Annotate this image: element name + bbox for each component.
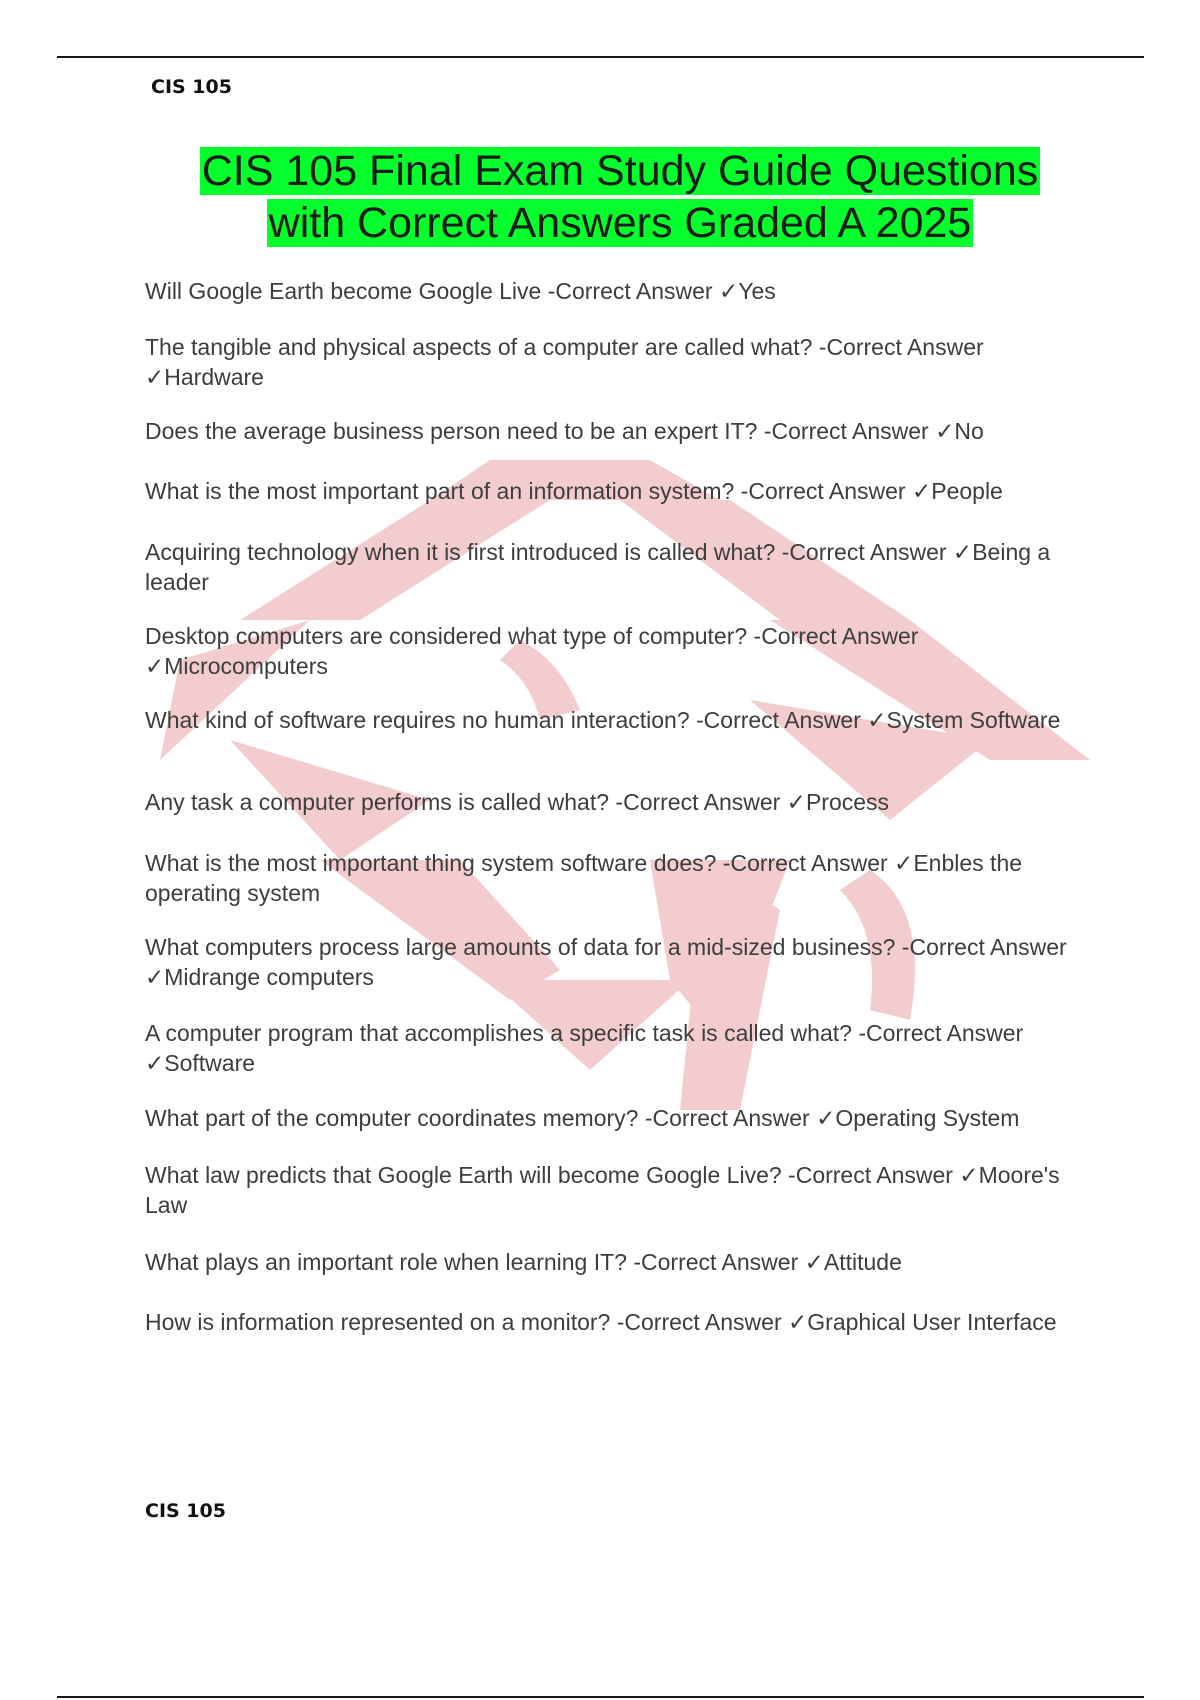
- bottom-rule: [57, 1696, 1144, 1698]
- qa-item: Will Google Earth become Google Live -Correct Answer ✓Yes: [145, 278, 776, 304]
- title-line-1: CIS 105 Final Exam Study Guide Questions: [201, 147, 1039, 195]
- qa-item: What part of the computer coordinates memory? -Correct Answer ✓Operating System: [145, 1105, 1020, 1131]
- footer-label: CIS 105: [145, 1500, 226, 1522]
- qa-item: Acquiring technology when it is first introduced is called what? -Correct Answer ✓Being a leader: [145, 539, 1051, 595]
- title-line-2: with Correct Answers Graded A 2025: [268, 199, 972, 247]
- qa-item: What plays an important role when learning IT? -Correct Answer ✓Attitude: [145, 1249, 902, 1275]
- qa-item: What is the most important thing system software does? -Correct Answer ✓Enbles the operating system: [145, 850, 1023, 906]
- qa-item: A computer program that accomplishes a specific task is called what? -Correct Answer ✓Software: [145, 1020, 1024, 1076]
- qa-item: What is the most important part of an information system? -Correct Answer ✓People: [145, 478, 1003, 504]
- header-label: CIS 105: [151, 76, 232, 98]
- qa-item: Any task a computer performs is called what? -Correct Answer ✓Process: [145, 789, 890, 815]
- qa-item: What computers process large amounts of data for a mid-sized business? -Correct Answer ✓Midrange computers: [145, 934, 1067, 990]
- qa-item: Does the average business person need to be an expert IT? -Correct Answer ✓No: [145, 418, 984, 444]
- document-title: [150, 145, 1090, 249]
- top-rule: [57, 56, 1144, 58]
- qa-item: What law predicts that Google Earth will become Google Live? -Correct Answer ✓Moore's Law: [145, 1162, 1060, 1218]
- qa-item: How is information represented on a monitor? -Correct Answer ✓Graphical User Interface: [145, 1309, 1057, 1335]
- qa-item: The tangible and physical aspects of a computer are called what? -Correct Answer ✓Hardware: [145, 334, 984, 390]
- qa-item: Desktop computers are considered what type of computer? -Correct Answer ✓Microcomputers: [145, 623, 919, 679]
- qa-item: What kind of software requires no human interaction? -Correct Answer ✓System Software: [145, 707, 1061, 733]
